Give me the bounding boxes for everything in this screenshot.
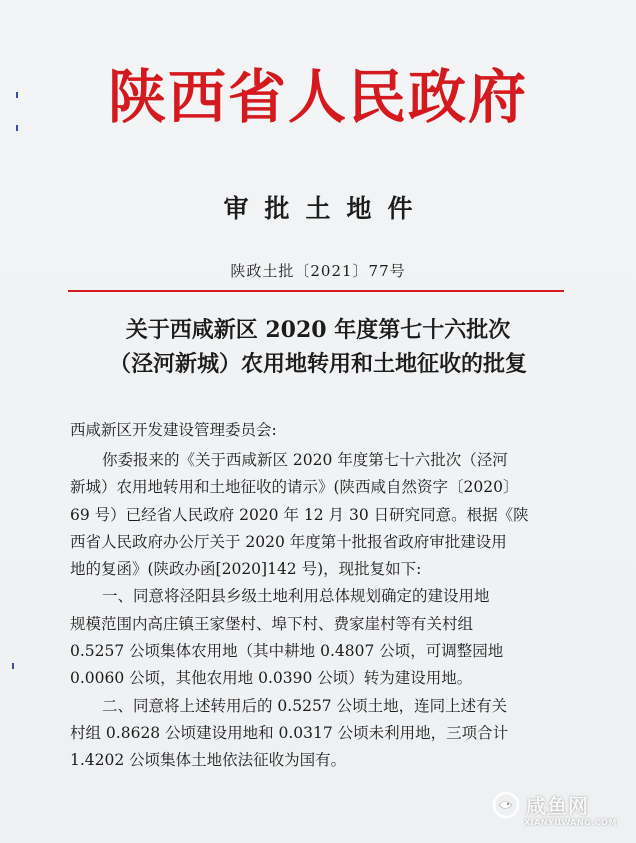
scan-mark [12,663,14,669]
document-subject [0,313,636,381]
body-line: 规模范围内高庄镇王家堡村、埠下村、费家崖村等有关村组 [70,614,474,633]
body-line: 一、同意将泾阳县乡级土地利用总体规划确定的建设用地 [102,587,490,606]
fish-logo-icon [492,791,520,819]
site-watermark [492,789,622,831]
body-line: 西省人民政府办公厅关于 2020 年度第十批报省政府审批建设用 [70,532,507,551]
addressee: 西咸新区开发建设管理委员会: [70,421,277,439]
red-divider-line [68,290,564,292]
body-line: 村组 0.8628 公顷建设用地和 0.0317 公顷未利用地，三项合计 [70,723,509,742]
body-line: 0.5257 公顷集体农用地（其中耕地 0.4807 公顷，可调整园地 [70,642,504,661]
body-line: 你委报来的《关于西咸新区 2020 年度第七十六批次（泾河 [102,451,508,469]
subject-line-2: （泾河新城）农用地转用和土地征收的批复 [108,351,527,377]
document-body [70,447,560,775]
body-line: 二、同意将上述转用后的 0.5257 公顷土地，连同上述有关 [102,696,508,715]
body-line: 新城）农用地转用和土地征收的请示》(陕西咸自然资字〔2020〕 [70,478,519,497]
document-number: 陕政土批〔2021〕77号 [230,262,406,280]
body-line: 地的复函》(陕政办函[2020]142 号)，现批复如下: [70,560,422,579]
watermark-name: 咸鱼网 [526,794,589,818]
subject-line-1: 关于西咸新区 2020 年度第七十六批次 [125,317,511,343]
document-type: 审批土地件 [223,194,429,223]
body-line: 1.4202 公顷集体土地依法征收为国有。 [70,751,347,770]
body-line: 69 号）已经省人民政府 2020 年 12 月 30 日研究同意。根据《陕 [70,505,529,524]
watermark-domain: XIANYUWANG.COM [524,818,617,827]
issuing-organization: 陕西省人民政府 [107,63,528,131]
body-line: 0.0060 公顷，其他农用地 0.0390 公顷）转为建设用地。 [70,669,473,688]
